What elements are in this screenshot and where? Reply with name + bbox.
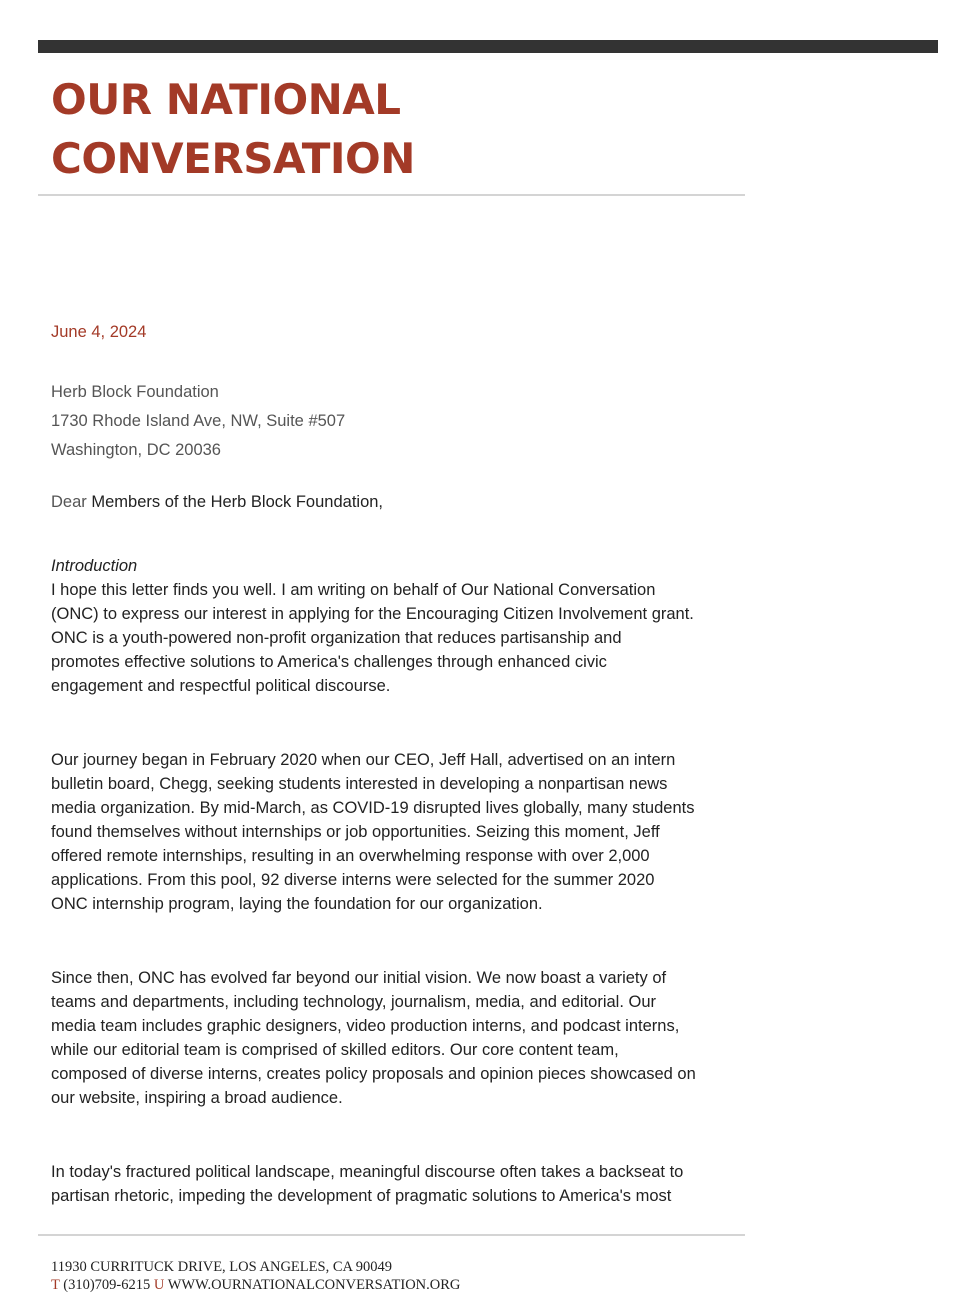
- text-line: media team includes graphic designers, video production interns, and podcast interns,: [51, 1017, 680, 1035]
- text-line: ONC is a youth-powered non-profit organization that reduces partisanship and: [51, 629, 622, 647]
- organization-title: [51, 70, 415, 188]
- text-line: bulletin board, Chegg, seeking students interested in developing a nonpartisan news: [51, 775, 668, 793]
- phone-label: T: [51, 1277, 60, 1293]
- text-line: ONC internship program, laying the foundation for our organization.: [51, 895, 543, 913]
- text-line: teams and departments, including technology, journalism, media, and editorial. Our: [51, 993, 657, 1011]
- text-line: while our editorial team is comprised of skilled editors. Our core content team,: [51, 1041, 619, 1059]
- text-line: Our journey began in February 2020 when our CEO, Jeff Hall, advertised on an intern: [51, 751, 676, 769]
- text-line: found themselves without internships or job opportunities. Seizing this moment, Jeff: [51, 823, 660, 841]
- paragraph-introduction: [51, 554, 694, 698]
- title-line: OUR NATIONAL: [51, 75, 401, 124]
- url-label: U: [153, 1277, 165, 1293]
- letter-date: June 4, 2024: [51, 323, 147, 341]
- address-line: Washington, DC 20036: [51, 441, 221, 459]
- address-line: 1730 Rhode Island Ave, NW, Suite #507: [51, 412, 346, 430]
- header-bar: [38, 40, 938, 53]
- footer: [51, 1258, 460, 1294]
- website-url[interactable]: WWW.OURNATIONALCONVERSATION.ORG: [167, 1277, 461, 1293]
- text-line: promotes effective solutions to America's challenges through enhanced civic: [51, 653, 607, 671]
- header-divider: [38, 194, 745, 196]
- paragraph-evolution: [51, 966, 696, 1110]
- footer-contact: [51, 1276, 460, 1294]
- text-line: partisan rhetoric, impeding the development of pragmatic solutions to America's most: [51, 1187, 672, 1205]
- text-line: offered remote internships, resulting in an overwhelming response with over 2,000: [51, 847, 650, 865]
- salutation-prefix: Dear: [51, 493, 87, 511]
- recipient-address: [51, 378, 345, 465]
- text-line: Since then, ONC has evolved far beyond our initial vision. We now boast a variety of: [51, 969, 667, 987]
- salutation: [51, 493, 383, 512]
- salutation-name: Members of the Herb Block Foundation,: [91, 493, 384, 511]
- footer-address: 11930 CURRITUCK DRIVE, LOS ANGELES, CA 90049: [51, 1259, 393, 1275]
- text-line: media organization. By mid-March, as COVID-19 disrupted lives globally, many students: [51, 799, 695, 817]
- paragraph-journey: [51, 748, 694, 916]
- text-line: In today's fractured political landscape, meaningful discourse often takes a backseat to: [51, 1163, 684, 1181]
- text-line: engagement and respectful political discourse.: [51, 677, 391, 695]
- section-heading: Introduction: [51, 557, 138, 575]
- address-line: Herb Block Foundation: [51, 383, 219, 401]
- paragraph-landscape: [51, 1160, 683, 1208]
- text-line: applications. From this pool, 92 diverse interns were selected for the summer 2020: [51, 871, 655, 889]
- phone-number: (310)709-6215: [63, 1277, 151, 1293]
- text-line: our website, inspiring a broad audience.: [51, 1089, 343, 1107]
- footer-divider: [38, 1234, 745, 1236]
- text-line: composed of diverse interns, creates policy proposals and opinion pieces showcased on: [51, 1065, 696, 1083]
- text-line: (ONC) to express our interest in applying for the Encouraging Citizen Involvement grant.: [51, 605, 694, 623]
- text-line: I hope this letter finds you well. I am writing on behalf of Our National Conversation: [51, 581, 656, 599]
- title-line: CONVERSATION: [51, 134, 415, 183]
